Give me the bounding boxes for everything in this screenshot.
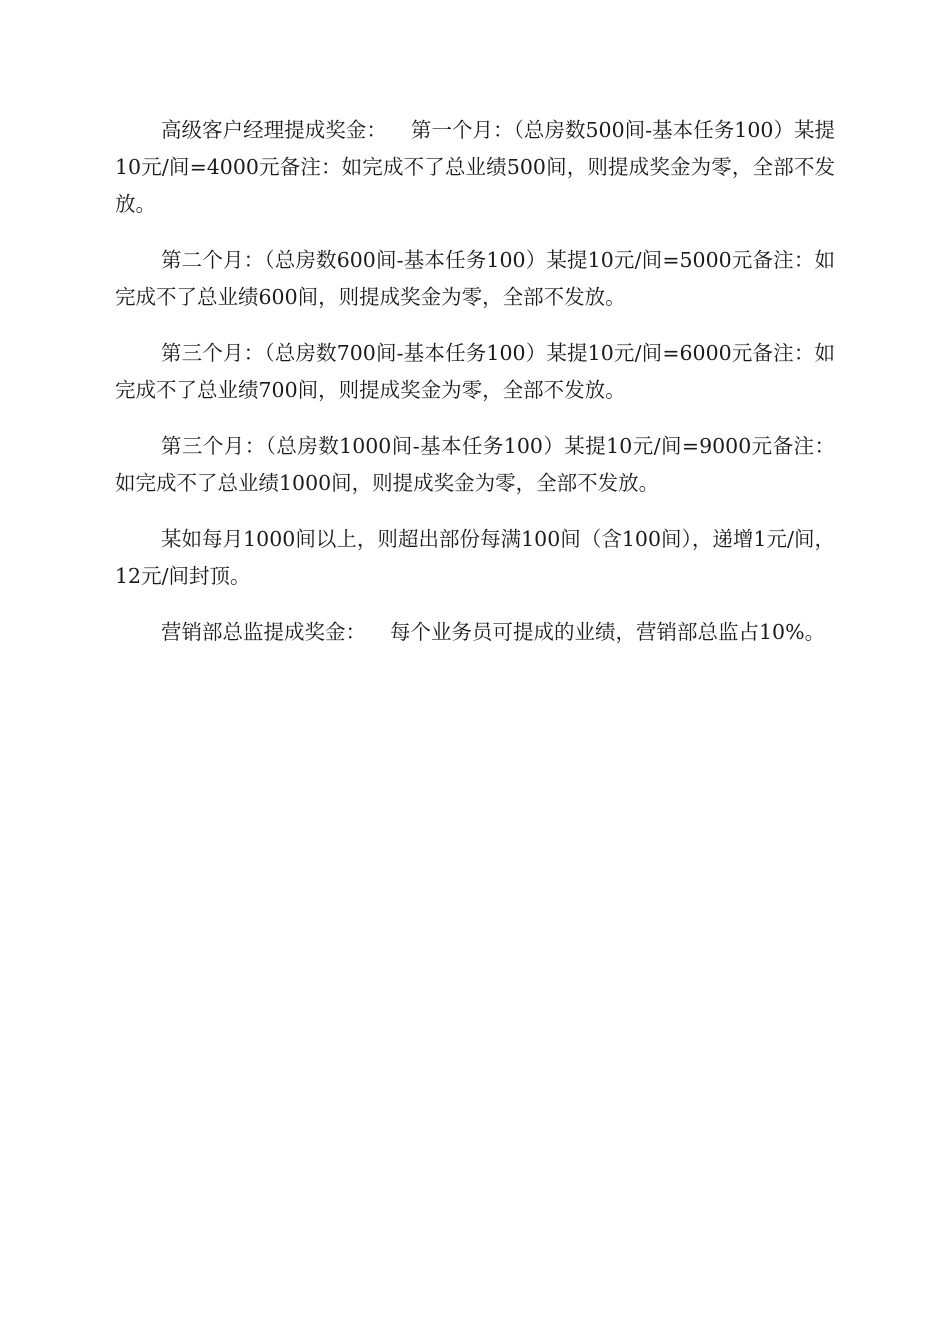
paragraph-month-3 bbox=[115, 335, 835, 409]
section-label-senior-manager: 高级客户经理提成奖金： bbox=[161, 118, 387, 142]
section-label-marketing-director: 营销部总监提成奖金： bbox=[161, 620, 366, 644]
paragraph-text: 第一个月：（总房数500间-基本任务100）某提10元/间=4000元备注：如完成不了总业绩500间，则提成奖金为零，全部不发放。 bbox=[115, 118, 836, 216]
paragraph-text: 第三个月：（总房数1000间-基本任务100）某提10元/间=9000元备注：如完成不了总业绩1000间，则提成奖金为零，全部不发放。 bbox=[115, 434, 835, 495]
paragraph-marketing-director bbox=[115, 614, 835, 651]
paragraph-text: 第三个月：（总房数700间-基本任务100）某提10元/间=6000元备注：如完成不了总业绩700间，则提成奖金为零，全部不发放。 bbox=[115, 341, 835, 402]
paragraph-month-2 bbox=[115, 242, 835, 316]
paragraph-over-1000-rule bbox=[115, 521, 835, 595]
paragraph-month-3-repeat bbox=[115, 428, 835, 502]
paragraph-text: 第二个月：（总房数600间-基本任务100）某提10元/间=5000元备注：如完成不了总业绩600间，则提成奖金为零，全部不发放。 bbox=[115, 248, 835, 309]
paragraph-senior-manager-month-1 bbox=[115, 112, 835, 223]
paragraph-text: 某如每月1000间以上，则超出部份每满100间（含100间），递增1元/间，12元/间封顶。 bbox=[115, 527, 835, 588]
paragraph-text: 每个业务员可提成的业绩，营销部总监占10%。 bbox=[390, 620, 826, 644]
document-body bbox=[115, 112, 835, 670]
